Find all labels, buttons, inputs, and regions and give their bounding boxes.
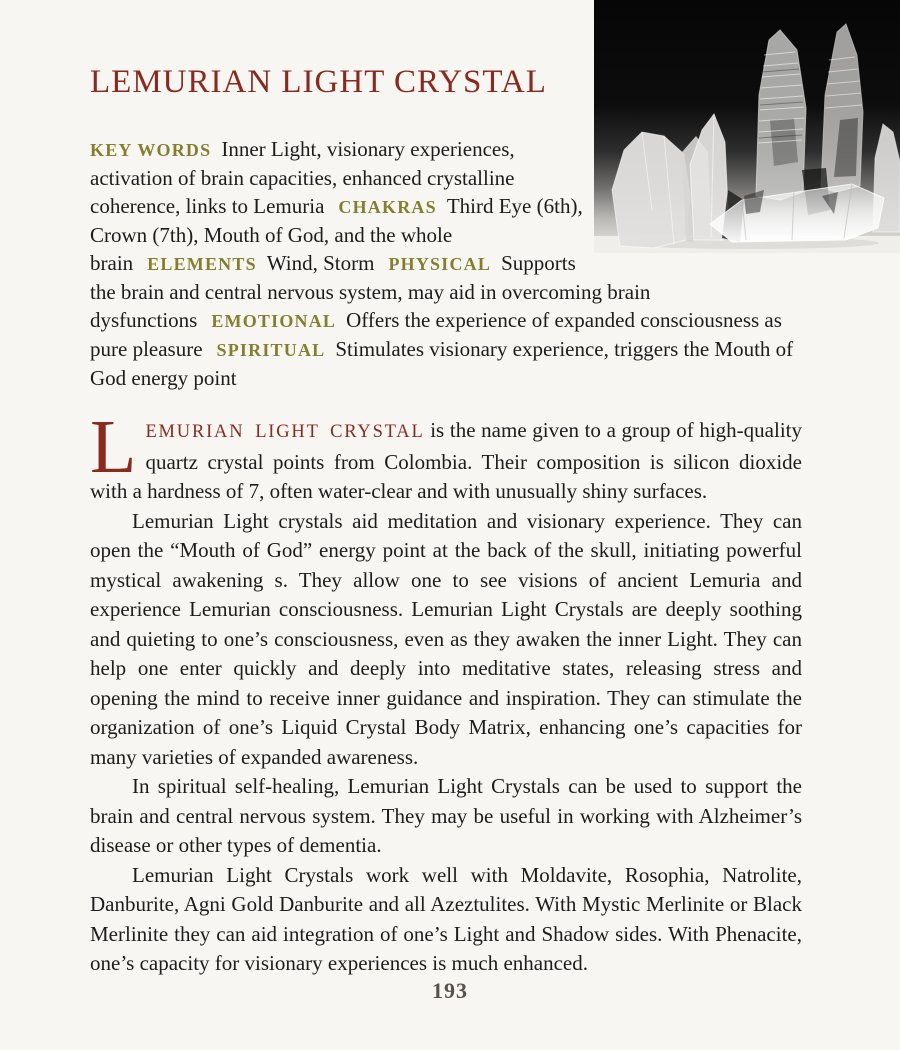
page-content — [90, 0, 802, 979]
chakras-text: Third Eye (6th), Crown (7th), Mouth of God, and the whole brain — [90, 194, 583, 275]
photo-spacer — [587, 0, 802, 262]
paragraph: In spiritual self-healing, Lemurian Light Crystals can be used to support the brain and central nervous system. They may be useful in working with Alzheimer’s disease or other types of dementia. — [90, 774, 802, 857]
elements-label: ELEMENTS — [147, 254, 257, 274]
spiritual-label: SPIRITUAL — [216, 340, 326, 360]
key-words-text: Inner Light, visionary experiences, activation of brain capacities, enhanced crystalline coherence, links to Lemuria — [90, 137, 515, 218]
page-number: 193 — [432, 978, 468, 1003]
physical-label: PHYSICAL — [388, 254, 492, 274]
key-words-label: KEY WORDS — [90, 140, 212, 160]
page-title: LEMURIAN LIGHT CRYSTAL — [90, 64, 547, 100]
paragraph: Lemurian Light crystals aid meditation and visionary experience. They can open the “Mouth of God” energy point at the back of the skull, initiating powerful mystical awakening s. They allow one to see visions of ancient Lemuria and experience Lemurian consciousness. Lemurian Light Crystals are deeply soothing and quieting to one’s consciousness, even as they awaken the inner Light. They can help one enter quickly and deeply into meditative states, releasing stress and opening the mind to receive inner guidance and inspiration. They can stimulate the organization of one’s Liquid Crystal Body Matrix, enhancing one’s capacities for many varieties of expanded awareness. — [90, 508, 802, 769]
paragraph-lead — [90, 405, 802, 507]
emotional-text: Offers the experience of expanded consciousness as pure pleasure — [90, 308, 782, 361]
emotional-label: EMOTIONAL — [211, 311, 337, 331]
drop-cap: L — [90, 405, 137, 489]
chakras-label: CHAKRAS — [338, 197, 437, 217]
body-text — [90, 405, 802, 979]
lead-rest: is the name given to a group of high-quality quartz crystal points from Colombia. Their composition is silicon dioxide with a hardness of 7, often water-clear and with unusually shiny surfaces. — [90, 418, 802, 503]
paragraph: Lemurian Light Crystals work well with Moldavite, Rosophia, Natrolite, Danburite, Agni Gold Danburite and all Azeztulites. With Mystic Merlinite or Black Merlinite they can aid integration of one’s Light and Shadow sides. With Phenacite, one’s capacity for visionary experiences is much enhanced. — [90, 862, 802, 975]
elements-text: Wind, Storm — [266, 251, 375, 275]
lead-small-caps: EMURIAN LIGHT CRYSTAL — [145, 422, 425, 442]
spiritual-text: Stimulates visionary experience, triggers the Mouth of God energy point — [90, 337, 794, 390]
physical-text: Supports the brain and central nervous system, may aid in overcoming brain dysfunctions — [90, 251, 651, 332]
